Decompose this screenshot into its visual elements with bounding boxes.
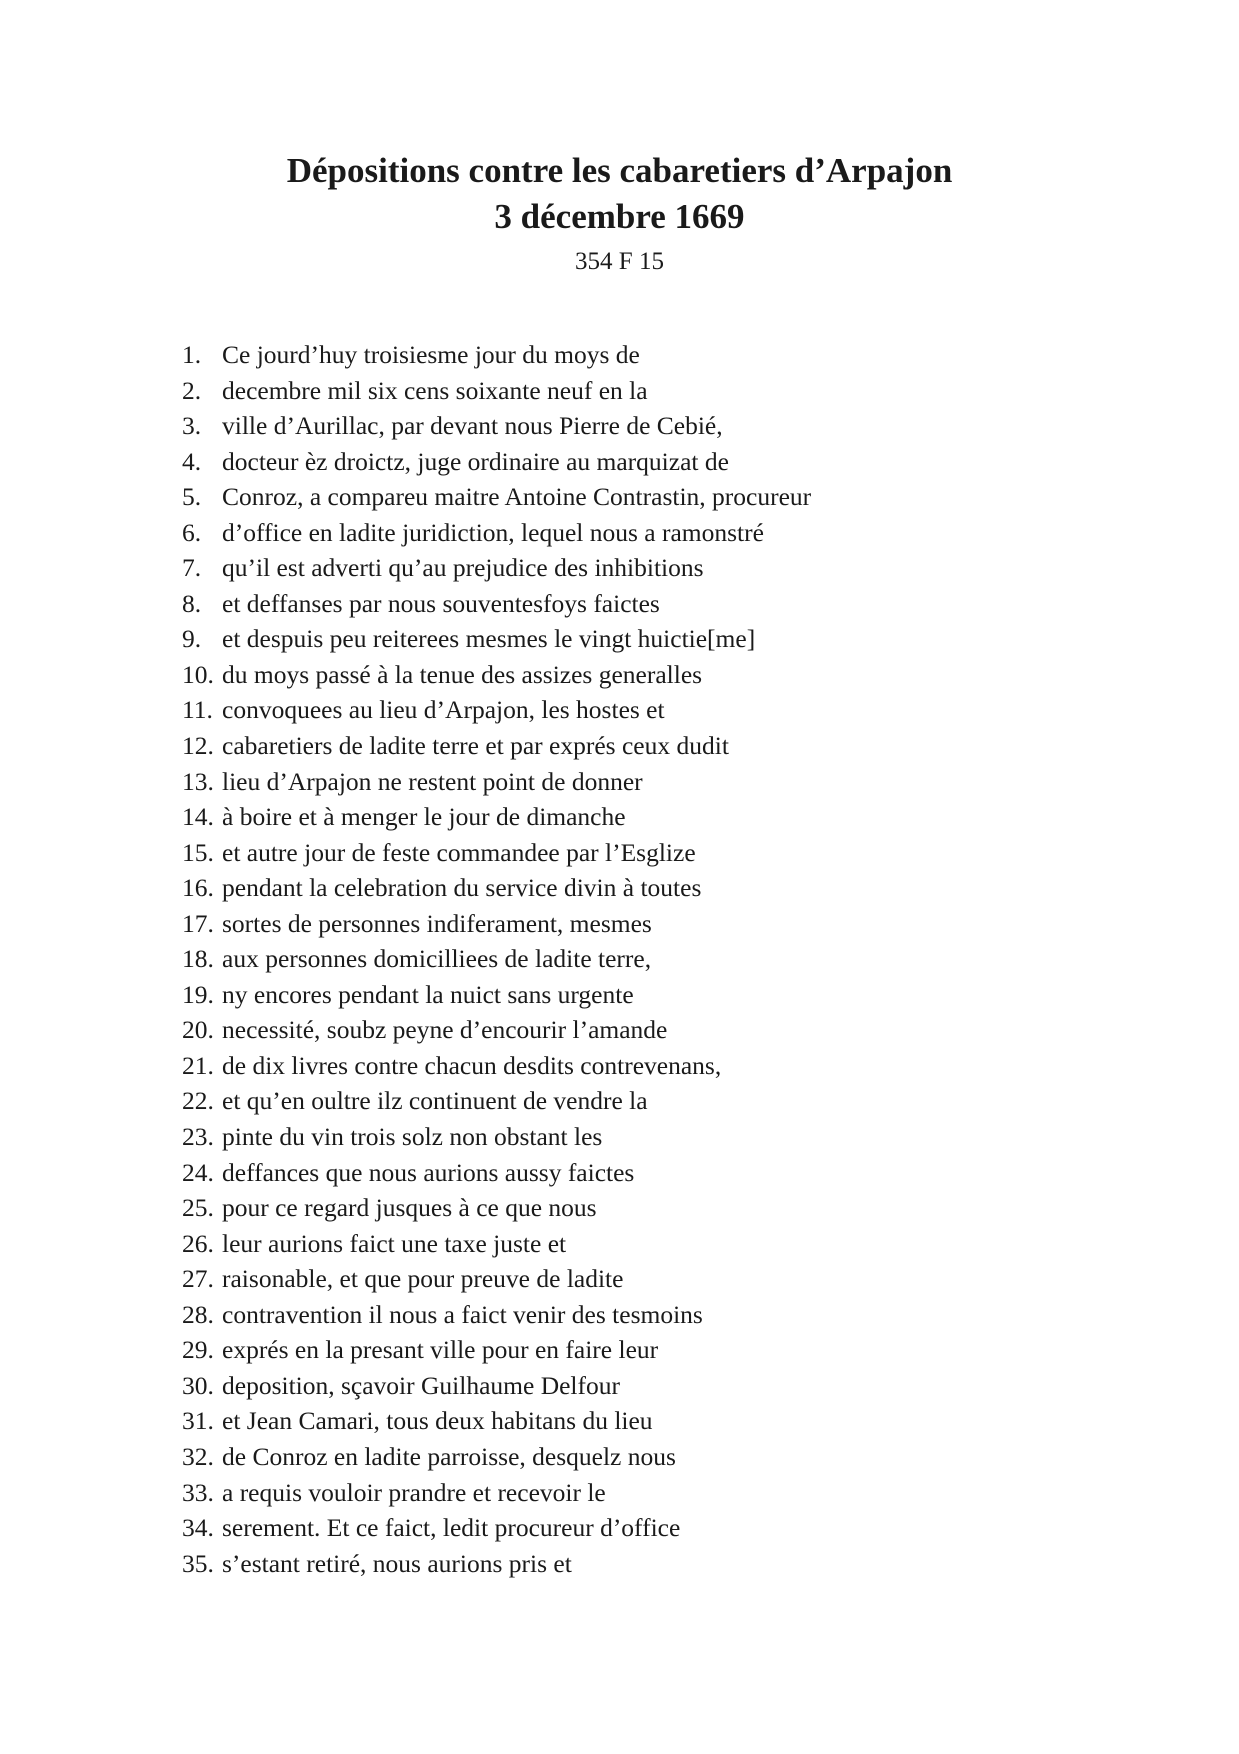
line-number: 17. [182, 908, 214, 938]
line-number: 5. [182, 482, 202, 512]
line-text: leur aurions faict une taxe juste et [222, 1228, 567, 1258]
line-text: contravention il nous a faict venir des tesmoins [222, 1299, 703, 1329]
transcription-line [182, 1015, 1082, 1051]
transcription-line [182, 411, 1082, 447]
line-text: cabaretiers de ladite terre et par exprés ceux dudit [222, 731, 729, 761]
line-number: 9. [182, 624, 202, 654]
transcription-line [182, 482, 1082, 518]
line-number: 31. [182, 1406, 214, 1436]
line-text: et qu’en oultre ilz continuent de vendre la [222, 1086, 648, 1116]
transcription-line [182, 1406, 1082, 1442]
line-text: du moys passé à la tenue des assizes generalles [222, 659, 703, 689]
line-number: 7. [182, 553, 202, 583]
line-text: pendant la celebration du service divin à toutes [222, 873, 702, 903]
transcription-line [182, 1051, 1082, 1087]
line-number: 4. [182, 446, 202, 476]
line-text: ville d’Aurillac, par devant nous Pierre de Cebié, [222, 411, 723, 441]
line-text: decembre mil six cens soixante neuf en la [222, 375, 648, 405]
line-number: 29. [182, 1335, 214, 1365]
line-number: 25. [182, 1193, 214, 1223]
line-text: Ce jourd’huy troisiesme jour du moys de [222, 340, 640, 369]
line-text: pour ce regard jusques à ce que nous [222, 1193, 597, 1223]
transcription-line [182, 731, 1082, 767]
line-number: 16. [182, 873, 214, 903]
line-text: deffances que nous aurions aussy faictes [222, 1157, 635, 1187]
transcription-line [182, 518, 1082, 554]
line-number: 24. [182, 1157, 214, 1187]
transcription-line [182, 980, 1082, 1016]
transcription-line [182, 1122, 1082, 1158]
document-header [0, 148, 1239, 278]
transcription-line [182, 1229, 1082, 1265]
line-number: 13. [182, 766, 214, 796]
line-text: serement. Et ce faict, ledit procureur d’office [222, 1513, 681, 1543]
transcription-lines [182, 340, 1082, 1584]
line-number: 33. [182, 1477, 214, 1507]
transcription-line [182, 802, 1082, 838]
line-text: à boire et à menger le jour de dimanche [222, 802, 626, 832]
line-text: de Conroz en ladite parroisse, desquelz nous [222, 1441, 676, 1471]
transcription-line [182, 376, 1082, 412]
line-number: 22. [182, 1086, 214, 1116]
line-text: a requis vouloir prandre et recevoir le [222, 1477, 606, 1507]
transcription-line [182, 1300, 1082, 1336]
line-text: de dix livres contre chacun desdits contrevenans, [222, 1050, 722, 1080]
transcription-line [182, 1086, 1082, 1122]
line-number: 15. [182, 837, 214, 867]
line-number: 20. [182, 1015, 214, 1045]
line-number: 12. [182, 731, 214, 761]
transcription-line [182, 660, 1082, 696]
line-text: exprés en la presant ville pour en faire leur [222, 1335, 659, 1365]
transcription-line [182, 1335, 1082, 1371]
transcription-line [182, 1158, 1082, 1194]
line-text: sortes de personnes indiferament, mesmes [222, 908, 652, 938]
line-number: 34. [182, 1513, 214, 1543]
document-date: 3 décembre 1669 [494, 197, 745, 236]
document-title: Dépositions contre les cabaretiers d’Arpajon [286, 151, 953, 190]
transcription-line [182, 944, 1082, 980]
line-number: 27. [182, 1264, 214, 1294]
transcription-line [182, 589, 1082, 625]
line-number: 2. [182, 375, 202, 405]
line-number: 14. [182, 802, 214, 832]
transcription-line [182, 1442, 1082, 1478]
transcription-line [182, 1513, 1082, 1549]
line-text: docteur èz droictz, juge ordinaire au marquizat de [222, 446, 729, 476]
line-text: ny encores pendant la nuict sans urgente [222, 979, 634, 1009]
line-text: qu’il est adverti qu’au prejudice des inhibitions [222, 553, 704, 583]
line-text: Conroz, a compareu maitre Antoine Contrastin, procureur [222, 482, 812, 512]
transcription-line [182, 447, 1082, 483]
transcription-line [182, 909, 1082, 945]
line-number: 30. [182, 1370, 214, 1400]
line-text: deposition, sçavoir Guilhaume Delfour [222, 1370, 620, 1400]
transcription-line [182, 1371, 1082, 1407]
line-number: 35. [182, 1548, 214, 1578]
transcription-line [182, 340, 1082, 376]
line-number: 6. [182, 517, 202, 547]
transcription-line [182, 695, 1082, 731]
transcription-line [182, 553, 1082, 589]
line-number: 21. [182, 1050, 214, 1080]
line-number: 23. [182, 1122, 214, 1152]
line-text: necessité, soubz peyne d’encourir l’amande [222, 1015, 668, 1045]
line-number: 8. [182, 588, 202, 618]
line-text: pinte du vin trois solz non obstant les [222, 1122, 603, 1152]
line-number: 19. [182, 979, 214, 1009]
line-number: 3. [182, 411, 202, 441]
line-number: 28. [182, 1299, 214, 1329]
transcription-line [182, 1193, 1082, 1229]
line-number: 32. [182, 1441, 214, 1471]
transcription-line [182, 873, 1082, 909]
line-number: 26. [182, 1228, 214, 1258]
line-number: 1. [182, 340, 202, 369]
line-text: convoquees au lieu d’Arpajon, les hostes et [222, 695, 665, 725]
line-text: s’estant retiré, nous aurions pris et [222, 1548, 572, 1578]
line-text: aux personnes domicilliees de ladite terre, [222, 944, 652, 974]
line-text: et Jean Camari, tous deux habitans du lieu [222, 1406, 653, 1436]
line-number: 10. [182, 659, 214, 689]
line-text: d’office en ladite juridiction, lequel nous a ramonstré [222, 517, 764, 547]
line-text: et despuis peu reiterees mesmes le vingt huictie[me] [222, 624, 756, 654]
line-number: 18. [182, 944, 214, 974]
line-text: et deffanses par nous souventesfoys faictes [222, 588, 660, 618]
transcription-line [182, 1549, 1082, 1585]
archive-reference: 354 F 15 [575, 248, 664, 275]
line-text: et autre jour de feste commandee par l’Esglize [222, 837, 696, 867]
transcription-line [182, 1478, 1082, 1514]
line-text: lieu d’Arpajon ne restent point de donner [222, 766, 643, 796]
transcription-line [182, 1264, 1082, 1300]
transcription-line [182, 624, 1082, 660]
transcription-line [182, 838, 1082, 874]
line-text: raisonable, et que pour preuve de ladite [222, 1264, 624, 1294]
line-number: 11. [182, 695, 213, 725]
transcription-line [182, 767, 1082, 803]
